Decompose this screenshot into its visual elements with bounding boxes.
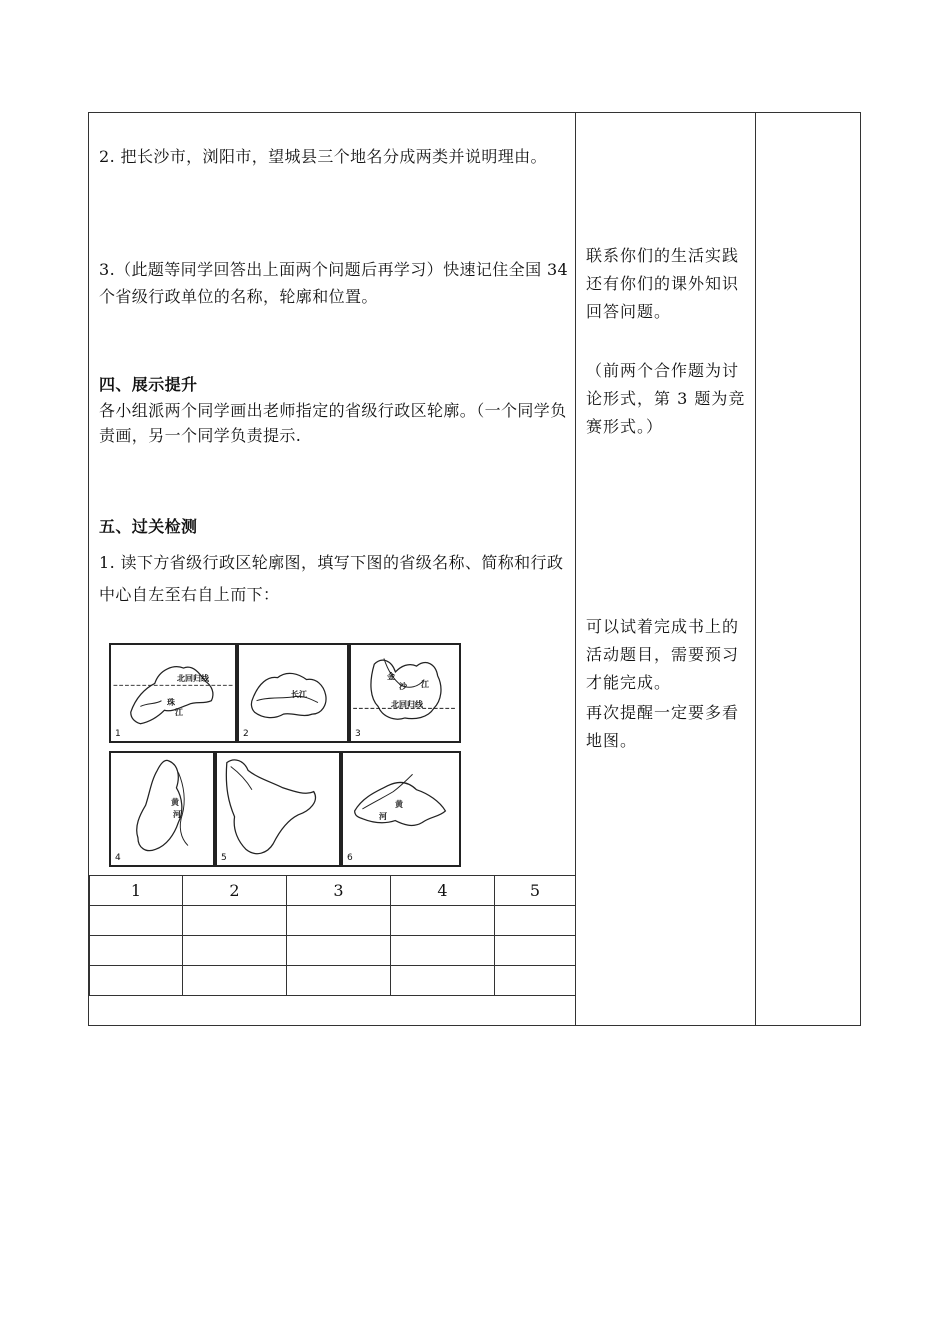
map-label: 珠 xyxy=(167,698,175,707)
lesson-table xyxy=(88,112,861,1026)
map-label: 北回归线 xyxy=(391,700,423,709)
map-label: 黄 xyxy=(395,800,403,809)
map-label: 河 xyxy=(173,810,181,819)
province-outline-maps xyxy=(105,639,461,871)
map-label: 江 xyxy=(175,708,183,717)
column-header: 1 xyxy=(90,876,183,906)
column-header: 2 xyxy=(183,876,287,906)
answer-cell[interactable] xyxy=(90,966,183,996)
map-panel-1 xyxy=(109,643,237,743)
map-label: 长江 xyxy=(291,690,307,699)
table-row xyxy=(90,966,576,996)
answer-cell[interactable] xyxy=(495,906,576,936)
answer-cell[interactable] xyxy=(90,906,183,936)
province-outline-4 xyxy=(111,753,213,865)
answer-table-header xyxy=(90,876,576,906)
map-label: 江 xyxy=(421,680,429,689)
province-outline-5 xyxy=(217,753,339,865)
map-panel-3 xyxy=(349,643,461,743)
panel-number: 5 xyxy=(221,853,227,863)
answer-cell[interactable] xyxy=(391,936,495,966)
answer-cell[interactable] xyxy=(495,936,576,966)
answer-cell[interactable] xyxy=(287,966,391,996)
map-label: 黄 xyxy=(171,798,179,807)
column-header: 4 xyxy=(391,876,495,906)
answer-table xyxy=(89,875,576,996)
question-5-1: 1. 读下方省级行政区轮廓图，填写下图的省级名称、简称和行政中心自左至右自上而下： xyxy=(99,553,564,604)
note-book-activity: 可以试着完成书上的活动题目，需要预习才能完成。 xyxy=(586,617,740,692)
empty-row xyxy=(89,998,575,1026)
answer-cell[interactable] xyxy=(287,906,391,936)
panel-number: 3 xyxy=(355,729,361,739)
note-discussion-format: （前两个合作题为讨论形式，第 3 题为竞赛形式。） xyxy=(586,361,746,436)
section-5-title: 五、过关检测 xyxy=(99,517,198,536)
main-column xyxy=(89,113,575,1025)
note-life-practice: 联系你们的生活实践还有你们的课外知识回答问题。 xyxy=(586,246,740,321)
table-row xyxy=(90,906,576,936)
answer-cell[interactable] xyxy=(495,966,576,996)
answer-cell[interactable] xyxy=(183,936,287,966)
column-header: 5 xyxy=(495,876,576,906)
question-2: 2. 把长沙市，浏阳市，望城县三个地名分成两类并说明理由。 xyxy=(99,147,547,166)
panel-number: 2 xyxy=(243,729,249,739)
answer-cell[interactable] xyxy=(183,966,287,996)
map-label: 北回归线 xyxy=(177,674,209,683)
panel-number: 1 xyxy=(115,729,121,739)
question-3: 3.（此题等同学回答出上面两个问题后再学习）快速记住全国 34 个省级行政单位的名称，轮廓和位置。 xyxy=(99,260,569,306)
map-label: 沙 xyxy=(399,682,407,691)
answer-cell[interactable] xyxy=(287,936,391,966)
section-4-body: 各小组派两个同学画出老师指定的省级行政区轮廓。（一个同学负责画，另一个同学负责提示. xyxy=(99,401,567,445)
answer-cell[interactable] xyxy=(183,906,287,936)
panel-number: 4 xyxy=(115,853,121,863)
map-panel-5 xyxy=(215,751,341,867)
map-label: 河 xyxy=(379,812,387,821)
map-panel-4 xyxy=(109,751,215,867)
table-row xyxy=(90,936,576,966)
answer-cell[interactable] xyxy=(90,936,183,966)
notes-column xyxy=(576,113,756,1025)
panel-number: 6 xyxy=(347,853,353,863)
section-4-title: 四、展示提升 xyxy=(99,375,198,394)
map-panel-6 xyxy=(341,751,461,867)
map-label: 金 xyxy=(387,672,395,681)
province-outline-1 xyxy=(111,645,235,741)
note-read-maps: 再次提醒一定要多看地图。 xyxy=(586,703,740,750)
map-panel-2 xyxy=(237,643,349,743)
answer-cell[interactable] xyxy=(391,906,495,936)
province-outline-3 xyxy=(351,645,459,741)
answer-cell[interactable] xyxy=(391,966,495,996)
column-header: 3 xyxy=(287,876,391,906)
